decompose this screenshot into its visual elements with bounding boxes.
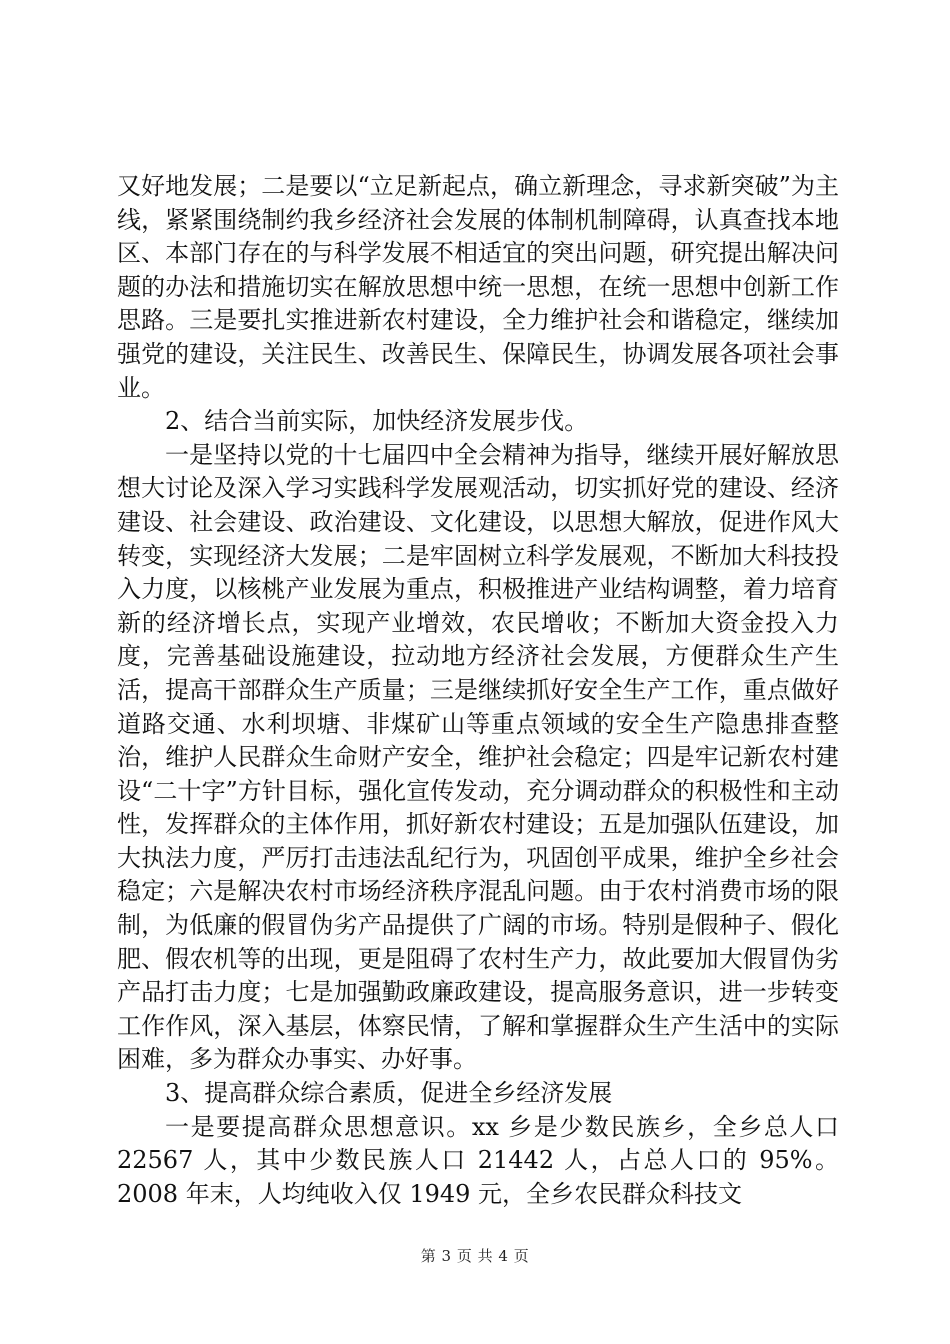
section-heading-3: 3、提高群众综合素质，促进全乡经济发展 [165,1079,613,1108]
document-body [117,170,839,1211]
page-number-footer: 第 3 页 共 4 页 [420,1247,530,1265]
paragraph-3: 一是要提高群众思想意识。xx 乡是少数民族乡，全乡总人口 22567 人，其中少数民族人口 21442 人，占总人口的 95%。2008 年末，人均纯收入仅 1949 元，全乡农民群众科技文 [117,1112,839,1208]
paragraph-1: 又好地发展；二是要以“立足新起点，确立新理念，寻求新突破”为主线，紧紧围绕制约我乡经济社会发展的体制机制障碍，认真查找本地区、本部门存在的与科学发展不相适宜的突出问题，研究提出解决问题的办法和措施切实在解放思想中统一思想，在统一思想中创新工作思路。三是要扎实推进新农村建设，全力维护社会和谐稳定，继续加强党的建设，关注民生、改善民生、保障民生，协调发展各项社会事业。 [117,172,839,402]
section-heading-2: 2、结合当前实际，加快经济发展步伐。 [165,407,589,436]
paragraph-2: 一是坚持以党的十七届四中全会精神为指导，继续开展好解放思想大讨论及深入学习实践科学发展观活动，切实抓好党的建设、经济建设、社会建设、政治建设、文化建设，以思想大解放，促进作风大转变，实现经济大发展；二是牢固树立科学发展观，不断加大科技投入力度，以核桃产业发展为重点，积极推进产业结构调整，着力培育新的经济增长点，实现产业增效，农民增收；不断加大资金投入力度，完善基础设施建设，拉动地方经济社会发展，方便群众生产生活，提高干部群众生产质量；三是继续抓好安全生产工作，重点做好道路交通、水利坝塘、非煤矿山等重点领域的安全生产隐患排查整治，维护人民群众生命财产安全，维护社会稳定；四是牢记新农村建设“二十字”方针目标，强化宣传发动，充分调动群众的积极性和主动性，发挥群众的主体作用，抓好新农村建设；五是加强队伍建设，加大执法力度，严厉打击违法乱纪行为，巩固创平成果，维护全乡社会稳定；六是解决农村市场经济秩序混乱问题。由于农村消费市场的限制，为低廉的假冒伪劣产品提供了广阔的市场。特别是假种子、假化肥、假农机等的出现，更是阻碍了农村生产力，故此要加大假冒伪劣产品打击力度；七是加强勤政廉政建设，提高服务意识，进一步转变工作作风，深入基层，体察民情，了解和掌握群众生产生活中的实际困难，多为群众办事实、办好事。 [117,440,839,1074]
